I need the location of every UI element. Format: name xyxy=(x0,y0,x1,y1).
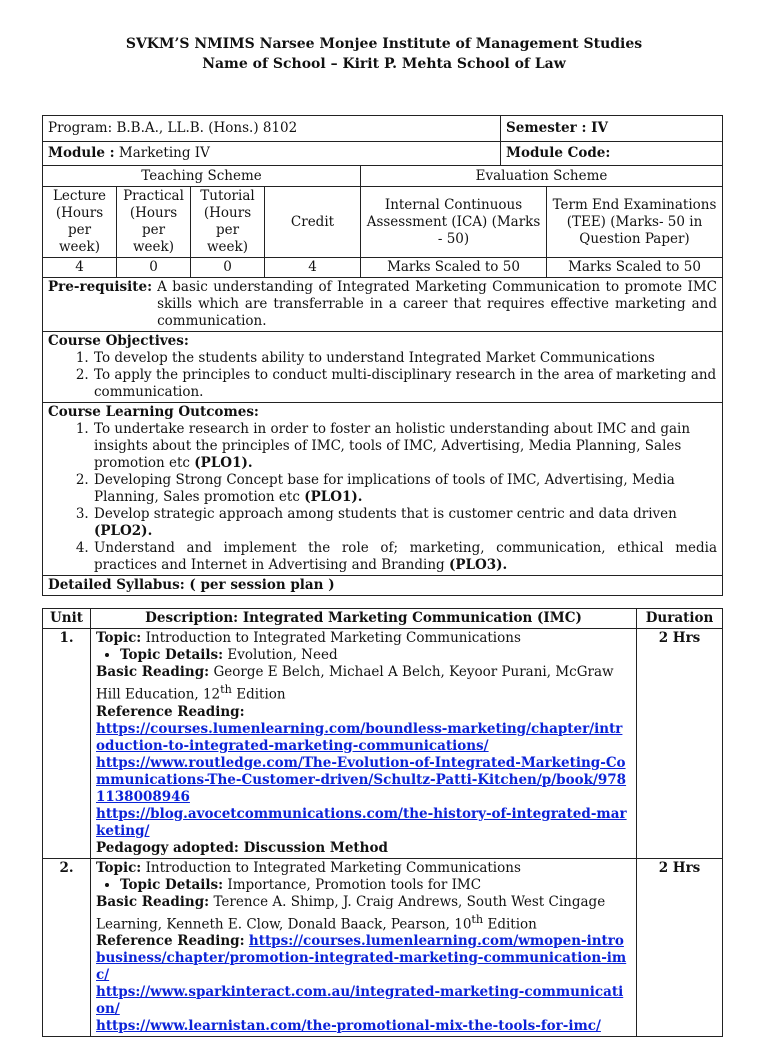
module-cell xyxy=(43,142,501,166)
topic-line xyxy=(96,630,631,647)
description-column-header: Description: Integrated Marketing Communication (IMC) xyxy=(91,609,637,629)
teaching-scheme-heading: Teaching Scheme xyxy=(43,166,361,187)
objective-item: 2. To apply the principles to conduct multi-disciplinary research in the area of marketing and communication. xyxy=(93,367,717,401)
reference-link[interactable]: https://www.routledge.com/The-Evolution-of-Integrated-Marketing-Communications-The-Customer-driven/Schultz-Patti-Kitchen/p/book/9781138008946 xyxy=(96,754,627,805)
plo-tag: (PLO2). xyxy=(94,523,153,539)
detailed-syllabus-title: Detailed Syllabus: ( per session plan ) xyxy=(43,576,723,596)
basic-reading xyxy=(96,894,631,934)
prerequisite-cell xyxy=(43,278,723,332)
outcome-item xyxy=(93,506,717,540)
outcome-text: Develop strategic approach among students that is customer centric and data driven xyxy=(94,506,677,522)
institute-title: SVKM’S NMIMS Narsee Monjee Institute of Management Studies xyxy=(125,36,643,52)
outcome-item xyxy=(93,472,717,506)
outcome-text: To undertake research in order to foster an holistic understanding about IMC and gain insights about the principles of IMC, tools of IMC, Advertising, Media Planning, Sales promotion etc xyxy=(94,421,691,471)
basic-reading-label: Basic Reading: xyxy=(96,664,210,680)
unit-number: 2. xyxy=(43,858,91,1037)
evaluation-scheme-heading: Evaluation Scheme xyxy=(361,166,723,187)
course-outcomes-cell xyxy=(43,403,723,576)
topic-details-text: Importance, Promotion tools for IMC xyxy=(227,876,482,893)
practical-heading: Practical (Hours per week) xyxy=(117,187,191,258)
module-info-table xyxy=(42,115,723,596)
outcome-item xyxy=(93,421,717,472)
semester-cell xyxy=(501,116,723,142)
practical-value: 0 xyxy=(117,258,191,278)
basic-reading-text: Terence A. Shimp, J. Craig Andrews, South West Cingage Learning, Kenneth E. Clow, Donald Baack, Pearson, 10 xyxy=(96,893,606,932)
course-outcomes-title: Course Learning Outcomes: xyxy=(48,404,259,420)
lecture-value: 4 xyxy=(43,258,117,278)
tutorial-value: 0 xyxy=(191,258,265,278)
pedagogy-line: Pedagogy adopted: Discussion Method xyxy=(96,839,388,856)
duration-column-header: Duration xyxy=(637,609,723,629)
ica-heading: Internal Continuous Assessment (ICA) (Marks - 50) xyxy=(361,187,547,258)
unit-description xyxy=(91,858,637,1037)
superscript: th xyxy=(471,912,484,926)
syllabus-row-2 xyxy=(43,858,723,1037)
semester-value: IV xyxy=(591,120,608,136)
ica-value: Marks Scaled to 50 xyxy=(361,258,547,278)
plo-tag: (PLO3). xyxy=(448,557,508,573)
superscript: th xyxy=(220,683,232,696)
prerequisite-label: Pre-requisite: xyxy=(48,279,153,295)
basic-reading-label: Basic Reading: xyxy=(96,893,210,910)
topic-details-text: Evolution, Need xyxy=(227,647,338,663)
duration-value: 2 Hrs xyxy=(637,629,723,859)
unit-column-header: Unit xyxy=(43,609,91,629)
duration-value: 2 Hrs xyxy=(637,858,723,1037)
outcome-item xyxy=(93,540,717,574)
program-value: B.B.A., LL.B. (Hons.) 8102 xyxy=(116,120,298,136)
lecture-heading: Lecture (Hours per week) xyxy=(43,187,117,258)
credit-heading: Credit xyxy=(265,187,361,258)
topic-label: Topic: xyxy=(96,859,142,876)
reference-link[interactable]: https://courses.lumenlearning.com/boundless-marketing/chapter/introduction-to-integrated-marketing-communications/ xyxy=(96,720,623,754)
tee-value: Marks Scaled to 50 xyxy=(547,258,723,278)
plo-tag: (PLO1). xyxy=(304,489,363,505)
reference-reading-label: Reference Reading: xyxy=(96,933,245,949)
reference-link[interactable]: https://www.learnistan.com/the-promotional-mix-the-tools-for-imc/ xyxy=(96,1018,601,1034)
tee-heading: Term End Examinations (TEE) (Marks- 50 in Question Paper) xyxy=(547,187,723,258)
basic-reading-edition: Edition xyxy=(483,916,537,932)
basic-reading xyxy=(96,664,631,704)
basic-reading-text: George E Belch, Michael A Belch, Keyoor Purani, McGraw Hill Education, 12 xyxy=(96,664,614,703)
program-label: Program: xyxy=(48,120,113,136)
module-value: Marketing IV xyxy=(118,145,210,161)
syllabus-table xyxy=(42,608,723,1037)
topic-line xyxy=(96,860,631,877)
objective-item: 1. To develop the students ability to understand Integrated Market Communications xyxy=(93,350,717,367)
basic-reading-edition: Edition xyxy=(231,686,286,703)
tutorial-heading: Tutorial (Hours per week) xyxy=(191,187,265,258)
reference-reading xyxy=(96,933,631,984)
program-cell xyxy=(43,116,501,142)
reference-link[interactable]: https://blog.avocetcommunications.com/the-history-of-integrated-marketing/ xyxy=(96,805,627,839)
school-name: Name of School – Kirit P. Mehta School of Law xyxy=(202,56,566,72)
plo-tag: (PLO1). xyxy=(194,455,253,471)
topic-details-label: Topic Details: xyxy=(120,876,224,893)
topic-details-label: Topic Details: xyxy=(120,647,224,663)
topic-details xyxy=(120,877,631,894)
semester-label: Semester : xyxy=(506,120,587,136)
course-objectives-title: Course Objectives: xyxy=(48,333,189,349)
unit-description xyxy=(91,629,637,859)
syllabus-row-1 xyxy=(43,629,723,859)
topic-label: Topic: xyxy=(96,630,142,646)
module-label: Module : xyxy=(48,145,115,161)
unit-number: 1. xyxy=(43,629,91,859)
module-code-cell: Module Code: xyxy=(501,142,723,166)
outcome-text: Understand and implement the role of; marketing, communication, ethical media practices and Internet in Advertising and Branding xyxy=(94,540,717,573)
reference-reading-label: Reference Reading: xyxy=(96,703,245,720)
topic-text: Introduction to Integrated Marketing Communications xyxy=(145,859,521,876)
topic-text: Introduction to Integrated Marketing Communications xyxy=(145,630,521,646)
reference-link[interactable]: https://www.sparkinteract.com.au/integrated-marketing-communication/ xyxy=(96,984,624,1017)
reference-link[interactable]: https://courses.lumenlearning.com/wmopen-introbusiness/chapter/promotion-integrated-marketing-communication-imc/ xyxy=(96,933,627,983)
credit-value: 4 xyxy=(265,258,361,278)
prerequisite-text: A basic understanding of Integrated Marketing Communication to promote IMC skills which are transferrable in a career that requires effective marketing and communication. xyxy=(157,279,717,329)
outcome-text: Developing Strong Concept base for implications of tools of IMC, Advertising, Media Planning, Sales promotion etc xyxy=(94,472,675,505)
course-objectives-cell xyxy=(43,332,723,403)
topic-details xyxy=(120,647,631,664)
